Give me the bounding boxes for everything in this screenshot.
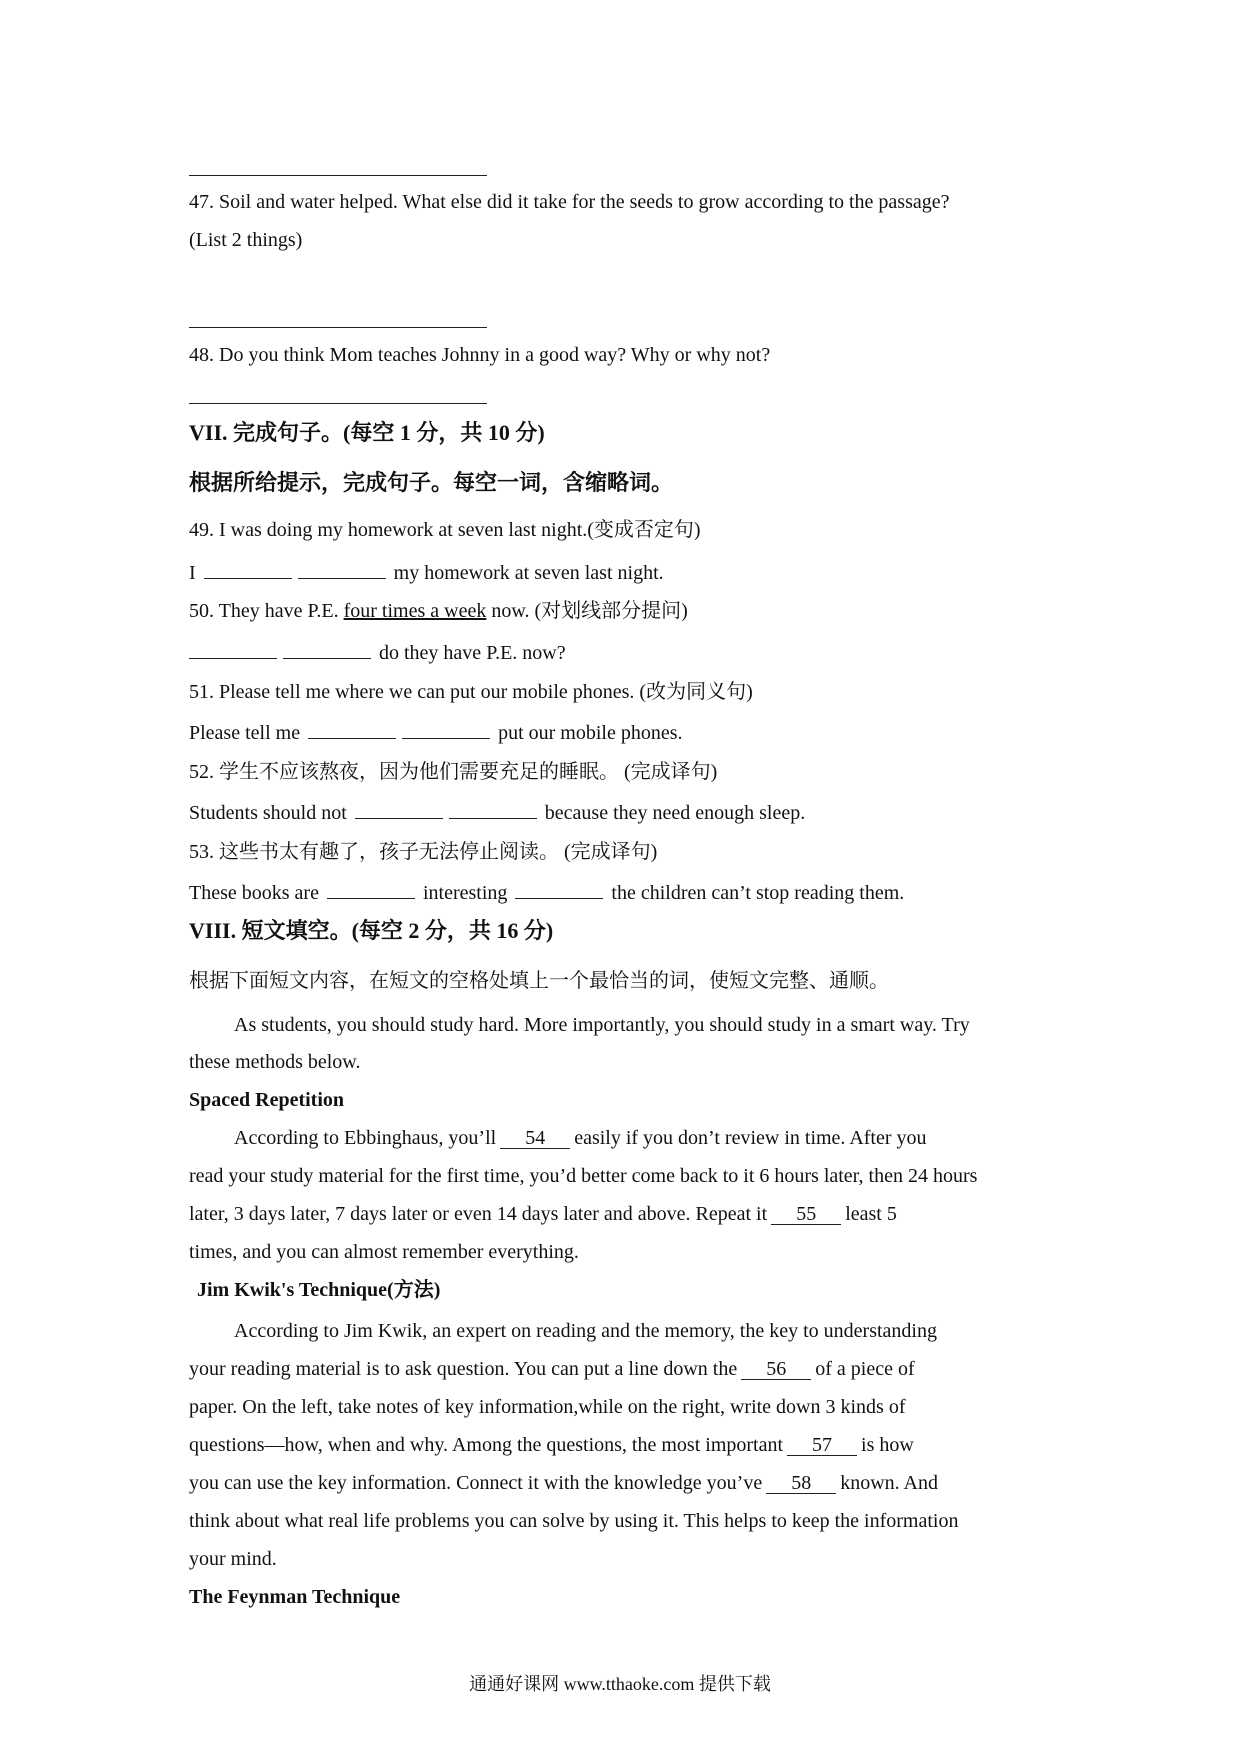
prompt-text: 50. They have P.E. — [189, 600, 339, 622]
fill-blank[interactable] — [327, 880, 415, 899]
fill-blank[interactable] — [449, 800, 537, 819]
blank-58[interactable]: 58 — [766, 1473, 836, 1494]
answer-prefix: I — [189, 562, 196, 584]
answer-prefix: These books are — [189, 882, 319, 904]
paragraph-1-line-4: times, and you can almost remember everything. — [189, 1241, 579, 1263]
passage-text: later, 3 days later, 7 days later or even 14 days later and above. Repeat it — [189, 1203, 768, 1225]
question-51-answer — [189, 720, 683, 746]
fill-blank[interactable] — [355, 800, 443, 819]
answer-line — [189, 327, 487, 328]
paragraph-2-line-2 — [189, 1356, 915, 1382]
answer-suffix: the children can’t stop reading them. — [611, 882, 905, 904]
question-47-note: (List 2 things) — [189, 229, 303, 251]
fill-blank[interactable] — [204, 560, 292, 579]
page-footer: 通通好课网 www.tthaoke.com 提供下载 — [469, 1674, 771, 1694]
question-47: 47. Soil and water helped. What else did it take for the seeds to grow according to the passage? — [189, 191, 950, 213]
paragraph-2-line-4 — [189, 1432, 914, 1458]
question-52-prompt: 52. 学生不应该熬夜，因为他们需要充足的睡眠。 (完成译句) — [189, 761, 718, 783]
fill-blank[interactable] — [298, 560, 386, 579]
intro-line-2: these methods below. — [189, 1051, 361, 1073]
question-50-answer — [189, 640, 566, 666]
subheading-feynman: The Feynman Technique — [189, 1586, 401, 1608]
paragraph-2-line-1: According to Jim Kwik, an expert on reading and the memory, the key to understanding — [234, 1320, 937, 1342]
section-8-title: VIII. 短文填空。(每空 2 分，共 16 分) — [189, 918, 554, 943]
answer-suffix: do they have P.E. now? — [379, 642, 566, 664]
passage-text: your reading material is to ask question. You can put a line down the — [189, 1358, 738, 1380]
subheading-spaced-repetition: Spaced Repetition — [189, 1089, 344, 1111]
paragraph-1-line-3 — [189, 1201, 897, 1227]
passage-text: is how — [861, 1434, 914, 1456]
paragraph-2-line-7: your mind. — [189, 1548, 277, 1570]
fill-blank[interactable] — [189, 640, 277, 659]
passage-text: of a piece of — [815, 1358, 915, 1380]
blank-55[interactable]: 55 — [771, 1204, 841, 1225]
paragraph-2-line-6: think about what real life problems you can solve by using it. This helps to keep the information — [189, 1510, 959, 1532]
question-50-prompt — [189, 598, 688, 624]
passage-text: least 5 — [845, 1203, 897, 1225]
underlined-phrase: four times a week — [343, 600, 487, 622]
question-52-answer — [189, 800, 805, 826]
paragraph-1-line-1 — [234, 1125, 927, 1151]
blank-56[interactable]: 56 — [741, 1359, 811, 1380]
fill-blank[interactable] — [402, 720, 490, 739]
passage-text: questions—how, when and why. Among the questions, the most important — [189, 1434, 784, 1456]
paragraph-1-line-2: read your study material for the first time, you’d better come back to it 6 hours later, then 24 hours — [189, 1165, 978, 1187]
answer-suffix: my homework at seven last night. — [393, 562, 664, 584]
passage-text: you can use the key information. Connect it with the knowledge you’ve — [189, 1472, 763, 1494]
section-7-instruction: 根据所给提示，完成句子。每空一词，含缩略词。 — [189, 470, 674, 495]
fill-blank[interactable] — [283, 640, 371, 659]
paragraph-2-line-3: paper. On the left, take notes of key information,while on the right, write down 3 kinds of — [189, 1396, 906, 1418]
answer-prefix: Please tell me — [189, 722, 301, 744]
answer-suffix: put our mobile phones. — [498, 722, 683, 744]
intro-line-1: As students, you should study hard. More importantly, you should study in a smart way. Try — [234, 1014, 970, 1036]
paragraph-2-line-5 — [189, 1470, 938, 1496]
prompt-text: now. (对划线部分提问) — [491, 600, 688, 622]
question-53-prompt: 53. 这些书太有趣了，孩子无法停止阅读。 (完成译句) — [189, 841, 658, 863]
answer-line — [189, 175, 487, 176]
answer-middle: interesting — [422, 882, 508, 904]
blank-57[interactable]: 57 — [787, 1435, 857, 1456]
answer-suffix: because they need enough sleep. — [544, 802, 806, 824]
fill-blank[interactable] — [308, 720, 396, 739]
passage-text: easily if you don’t review in time. After you — [574, 1127, 927, 1149]
blank-54[interactable]: 54 — [500, 1128, 570, 1149]
section-7-title: VII. 完成句子。(每空 1 分，共 10 分) — [189, 420, 545, 445]
section-8-instruction: 根据下面短文内容，在短文的空格处填上一个最恰当的词，使短文完整、通顺。 — [189, 970, 889, 992]
question-49-prompt: 49. I was doing my homework at seven last night.(变成否定句) — [189, 519, 701, 541]
question-49-answer — [189, 560, 664, 586]
question-48: 48. Do you think Mom teaches Johnny in a good way? Why or why not? — [189, 344, 771, 366]
question-53-answer — [189, 880, 904, 906]
subheading-jim-kwik: Jim Kwik's Technique(方法) — [197, 1279, 441, 1301]
question-51-prompt: 51. Please tell me where we can put our mobile phones. (改为同义句) — [189, 681, 753, 703]
fill-blank[interactable] — [515, 880, 603, 899]
answer-prefix: Students should not — [189, 802, 347, 824]
answer-line — [189, 403, 487, 404]
passage-text: known. And — [840, 1472, 938, 1494]
passage-text: According to Ebbinghaus, you’ll — [234, 1127, 497, 1149]
